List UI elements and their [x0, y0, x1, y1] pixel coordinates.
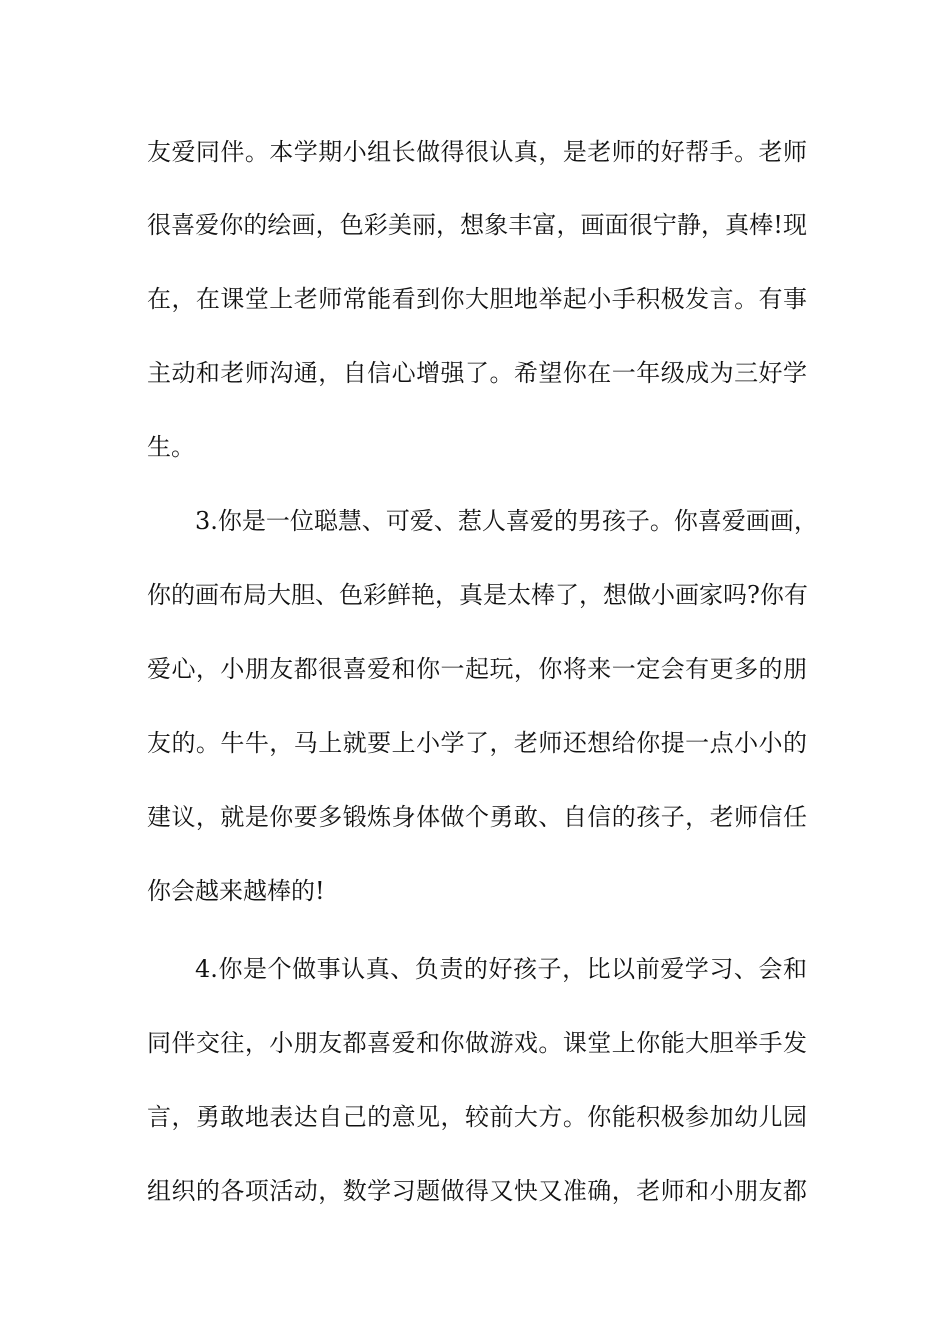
- paragraph-4-line-2: 同伴交往，小朋友都喜爱和你做游戏。课堂上你能大胆举手发: [147, 1029, 807, 1057]
- paragraph-4-line-4: 组织的各项活动，数学习题做得又快又准确，老师和小朋友都: [147, 1177, 807, 1205]
- paragraph-3-line-5: 建议，就是你要多锻炼身体做个勇敢、自信的孩子，老师信任: [147, 803, 807, 831]
- paragraph-3-line-2: 你的画布局大胆、色彩鲜艳，真是太棒了，想做小画家吗?你有: [147, 581, 808, 609]
- paragraph-3-line-6: 你会越来越棒的!: [147, 877, 325, 905]
- paragraph-3-line-1: 3.你是一位聪慧、可爱、惹人喜爱的男孩子。你喜爱画画，: [195, 507, 818, 535]
- paragraph-3-line-4: 友的。牛牛，马上就要上小学了，老师还想给你提一点小小的: [147, 729, 807, 757]
- text-line-5: 生。: [147, 433, 195, 461]
- paragraph-3-line-3: 爱心，小朋友都很喜爱和你一起玩，你将来一定会有更多的朋: [147, 655, 807, 683]
- text-line-3: 在，在课堂上老师常能看到你大胆地举起小手积极发言。有事: [147, 285, 807, 313]
- text-line-4: 主动和老师沟通，自信心增强了。希望你在一年级成为三好学: [147, 359, 807, 387]
- paragraph-4-line-1: 4.你是个做事认真、负责的好孩子，比以前爱学习、会和: [195, 955, 807, 983]
- text-line-1: 友爱同伴。本学期小组长做得很认真，是老师的好帮手。老师: [147, 138, 807, 166]
- paragraph-4-line-3: 言，勇敢地表达自己的意见，较前大方。你能积极参加幼儿园: [147, 1103, 807, 1131]
- text-line-2: 很喜爱你的绘画，色彩美丽，想象丰富，画面很宁静，真棒!现: [147, 211, 807, 239]
